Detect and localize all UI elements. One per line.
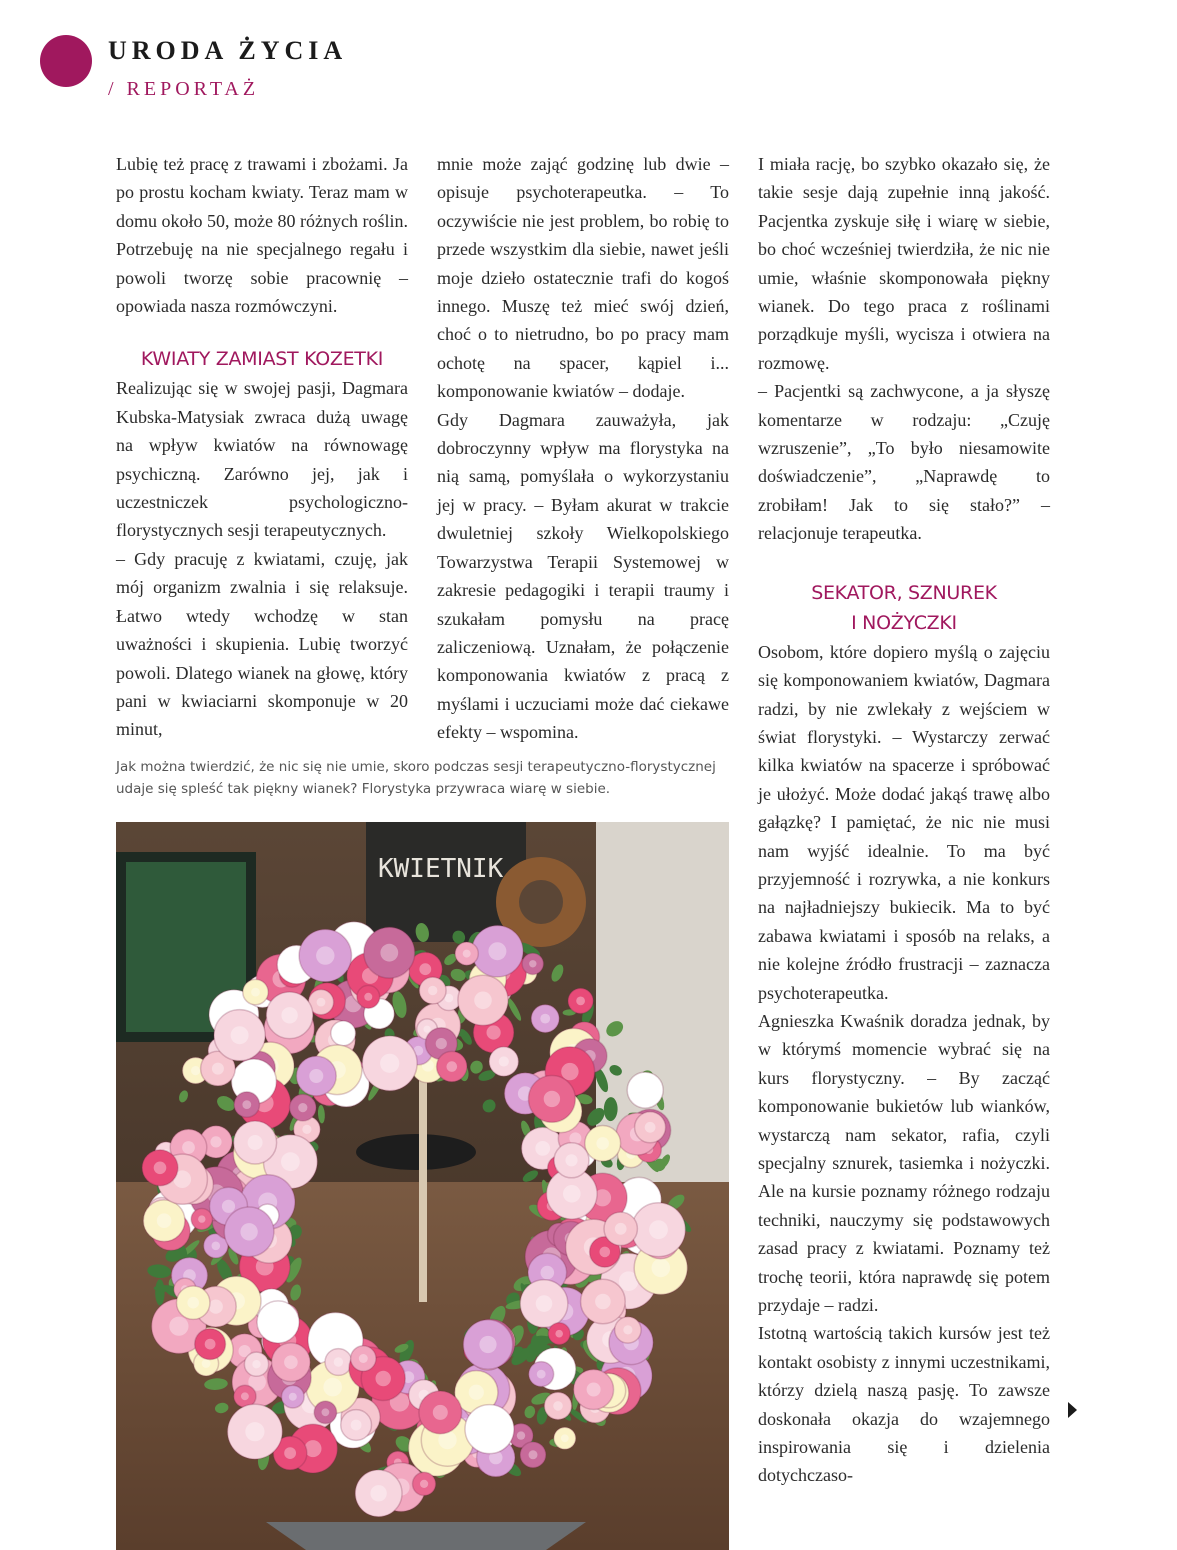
wreath-flower-center xyxy=(488,942,506,960)
wreath-flower-center xyxy=(202,1359,211,1368)
wreath-flower-center xyxy=(544,1091,560,1107)
wreath-flower-center xyxy=(595,1294,611,1310)
wreath-flower-center xyxy=(479,1336,496,1353)
wreath-flower-center xyxy=(322,1408,330,1416)
wreath-flower-center xyxy=(376,1371,391,1386)
wreath-flower-center xyxy=(246,1074,262,1090)
wreath-flower-center xyxy=(284,1447,296,1459)
wreath-flower-center xyxy=(281,1007,297,1023)
wreath-photo xyxy=(116,822,729,1550)
wreath-flower-center xyxy=(529,1450,538,1459)
wreath-flower-center xyxy=(316,946,334,964)
wreath-flower-center xyxy=(433,1405,448,1420)
wreath-flower-center xyxy=(587,1383,601,1397)
chalkboard-text: KWIETNIK xyxy=(378,854,504,884)
wreath-flower-center xyxy=(424,1026,431,1033)
wreath-flower-center xyxy=(499,1056,509,1066)
wreath-flower-center xyxy=(540,1014,550,1024)
wreath-flower-center xyxy=(563,1185,581,1203)
wreath-flower-center xyxy=(469,1385,484,1400)
subheading xyxy=(758,578,1050,638)
article-column-2 xyxy=(437,150,729,747)
wreath-flower-center xyxy=(474,992,492,1010)
wreath-flower-center xyxy=(248,1135,263,1150)
subheading: KWIATY ZAMIAST KOZETKI xyxy=(140,348,384,371)
tray xyxy=(266,1522,586,1550)
wreath-flower-center xyxy=(537,1370,546,1379)
wreath-flower-center xyxy=(370,1485,386,1501)
wreath-flower-center xyxy=(631,1192,647,1208)
wreath-flower-center xyxy=(289,1393,297,1401)
wreath-flower-center xyxy=(487,1025,501,1039)
paragraph: Agnieszka Kwaśnik doradza jednak, by w którymś momencie wybrać się na kurs florystyczny. – By zacząć komponowanie bukietów lub wianków, wystarczą nam sekator, rafia, czyli specjalny sznurek, tasiemka i nożyczki. Ale na kursie poznamy różnego rodzaju techniki, nauczymy się podstawowych zasad pracy z kwiatami. Poznamy też trochę teorii, która naprawdę się potem przydaje – radzi. xyxy=(758,1010,1050,1316)
wreath-flower-center xyxy=(154,1162,167,1175)
wreath-flower-center xyxy=(517,1431,525,1439)
wreath-flower-center xyxy=(565,1154,577,1166)
wreath-flower-center xyxy=(284,1355,298,1369)
wreath-flower-center xyxy=(334,1357,343,1366)
wreath-flower-center xyxy=(481,1421,498,1438)
wreath-flower-center xyxy=(169,1317,188,1336)
wreath-flower-center xyxy=(436,1038,447,1049)
wreath-flower-center xyxy=(364,993,372,1001)
wreath-flower-center xyxy=(374,1008,385,1019)
wreath-flower-center xyxy=(242,1100,251,1109)
wreath-flower-center xyxy=(555,1330,563,1338)
wreath-flower-center xyxy=(317,998,326,1007)
bowl xyxy=(356,1134,476,1170)
wreath-flower-center xyxy=(198,1215,205,1222)
wreath-flower-center xyxy=(271,1315,286,1330)
wreath-flower-center xyxy=(309,1069,323,1083)
wreath-flower-center xyxy=(463,950,471,958)
paragraph: Osobom, które dopiero myślą o zajęciu się komponowaniem kwiatów, Dagmara radzi, by nie zwlekały z wejściem w świat florystyki. – Wystarczy zerwać kilka kwiatów na spacerze i spróbować je ułożyć. Może dodać jakąś trawę albo gałązkę? I pamiętać, że nic nie musi nam wyjść idealnie. To ma być przyjemność i rozrywka, a nie konkurs na najładniejszy bukiecik. Ma to być zabawa kwiatami i sposób na relaks, a nie kolejne źródło frustracji – zaznacza psychoterapeutka. xyxy=(758,641,1050,1003)
paragraph: Realizując się w swojej pasji, Dagmara Kubska-Matysiak zwraca dużą uwagę na wpływ kwiatów na równowagę psychiczną. Zarówno jej, jak i uczestniczek psychologiczno-florystycznych sesji terapeutycznych. xyxy=(116,378,408,541)
wreath-flower-center xyxy=(351,1420,362,1431)
header-dot xyxy=(40,35,92,87)
paragraph: – Gdy pracuję z kwiatami, czuję, jak mój organizm zwalnia i się relaksuje. Łatwo wtedy wchodzę w stan uważności i skupienia. Lubię tworzyć powoli. Dlatego wianek na głowę, który pani w kwiaciarni skomponuje w 20 minut, xyxy=(116,548,408,740)
wreath-flower-center xyxy=(649,1220,668,1239)
paragraph: Lubię też pracę z trawami i zbożami. Ja po prostu kocham kwiaty. Teraz mam w domu około 50, może 80 różnych roślin. Potrzebuję na nie specjalnego regału i powoli tworzę sobie pracownię – opowiada nasza rozmówczyni. xyxy=(116,154,408,317)
wreath-flower-center xyxy=(231,1026,249,1044)
candle xyxy=(419,1072,427,1302)
wreath-flower-center xyxy=(245,1422,264,1441)
article-column-3 xyxy=(758,150,1050,1490)
wreath-flower-center xyxy=(209,1300,223,1314)
subheading-line: SEKATOR, SZNUREK xyxy=(811,581,997,604)
wreath-flower-center xyxy=(541,1266,555,1280)
wreath-flower-center xyxy=(182,1141,195,1154)
wreath-flower-center xyxy=(222,1200,235,1213)
wreath-flower-center xyxy=(187,1297,199,1309)
wreath-flower-center xyxy=(576,997,585,1006)
wreath-flower-center xyxy=(210,1136,221,1147)
paragraph: – Pacjentki są zachwycone, a ja słyszę komentarze w rodzaju: „Czuję wzruszenie”, „To było niesamowite doświadczenie”, „Naprawdę to zrobiłam! Jak to się stało?” – relacjonuje terapeutka. xyxy=(758,381,1050,544)
wreath-flower-center xyxy=(447,1061,458,1072)
wreath-flower-center xyxy=(600,1247,611,1258)
wreath-flower-center xyxy=(652,1259,671,1278)
wreath-flower-center xyxy=(645,1122,656,1133)
wreath-flower-center xyxy=(380,1054,399,1073)
wreath-flower-center xyxy=(420,1480,428,1488)
wreath-flower-center xyxy=(428,986,437,995)
wreath-flower-center xyxy=(339,1029,348,1038)
wreath-flower-center xyxy=(561,1063,578,1080)
wreath-flower-center xyxy=(419,963,431,975)
article-column-1 xyxy=(116,150,408,744)
wreath-flower-center xyxy=(553,1401,563,1411)
paragraph: I miała rację, bo szybko okazało się, że takie sesje dają zupełnie inną jakość. Pacjentka zyskuje siłę i wiarę w siebie, bo choć wcześniej twierdziła, że nic nie umie, właśnie skomponowała piękny wianek. Do tego praca z roślinami porządkuje myśli, wycisza i otwiera na rozmowę. xyxy=(758,154,1050,373)
wreath-flower-center xyxy=(251,988,260,997)
wreath-flower-center xyxy=(191,1066,200,1075)
wreath-flower-center xyxy=(212,1242,221,1251)
paragraph: mnie może zająć godzinę lub dwie – opisuje psychoterapeutka. – To oczywiście nie jest problem, bo robię to przede wszystkim dla siebie, nawet jeśli moje dzieło ostatecznie trafi do kogoś innego. Muszę też mieć swój dzień, choć o to nietrudno, bo po pracy mam ochotę na spacer, kąpiel i... komponowanie kwiatów – dodaje. xyxy=(437,154,729,402)
wreath-flower-center xyxy=(529,960,536,967)
wreath-flower-center xyxy=(241,1392,249,1400)
wreath-flower-center xyxy=(298,1103,307,1112)
subheading-line: I NOŻYCZKI xyxy=(851,611,957,634)
magazine-title: URODA ŻYCIA xyxy=(108,36,348,65)
wreath-illustration xyxy=(116,822,729,1550)
wreath-flower-center xyxy=(240,1223,257,1240)
next-page-arrow-icon[interactable] xyxy=(1068,1402,1077,1418)
paragraph: Gdy Dagmara zauważyła, jak dobroczynny wpływ ma florystyka na nią samą, pomyślała o wykorzystaniu jej w pracy. – Byłam akurat w trakcie dwuletniej szkoły Wielkopolskiego Towarzystwa Terapii Systemowej w zakresie pedagogiki i terapii traumy i szukałam pomysłu na pracę zaliczeniową. Uznałam, że połączenie komponowania kwiatów z pracą z myślami i uczuciami może dać ciekawe efekty – wspomina. xyxy=(437,409,729,743)
wreath-leaf xyxy=(155,1279,164,1305)
wreath-flower-center xyxy=(623,1325,632,1334)
wreath-flower-center xyxy=(561,1434,569,1442)
wreath-flower-center xyxy=(326,1330,345,1349)
photo-caption: Jak można twierdzić, że nic się nie umie, skoro podczas sesji terapeutyczno-florystycznej udaje się spleść tak piękny wianek? Florystyka przywraca wiarę w siebie. xyxy=(116,759,716,797)
wreath-flower-center xyxy=(212,1063,224,1075)
section-label: / REPORTAŻ xyxy=(108,78,260,100)
wreath-flower-center xyxy=(157,1213,172,1228)
dried-wreath-center xyxy=(519,880,563,924)
wreath-flower-center xyxy=(535,1141,550,1156)
wreath-flower-center xyxy=(615,1223,627,1235)
wreath-flower-center xyxy=(205,1339,216,1350)
wreath-flower-center xyxy=(302,1125,311,1134)
paragraph: Istotną wartością takich kursów jest też kontakt osobisty z innymi uczestnikami, którzy dzielą naszą pasję. To zawsze doskonała okazja do wzajemnego inspirowania się i dzielenia dotychczaso- xyxy=(758,1323,1050,1486)
wreath-flower-center xyxy=(596,1137,609,1150)
wreath-flower-center xyxy=(281,1152,300,1171)
wreath-flower-center xyxy=(639,1084,652,1097)
wreath-flower-center xyxy=(252,1360,260,1368)
wreath-flower-center xyxy=(323,1378,342,1397)
wreath-flower-center xyxy=(536,1295,553,1312)
wreath-flower-center xyxy=(380,944,398,962)
wreath-flower-center xyxy=(359,1354,368,1363)
